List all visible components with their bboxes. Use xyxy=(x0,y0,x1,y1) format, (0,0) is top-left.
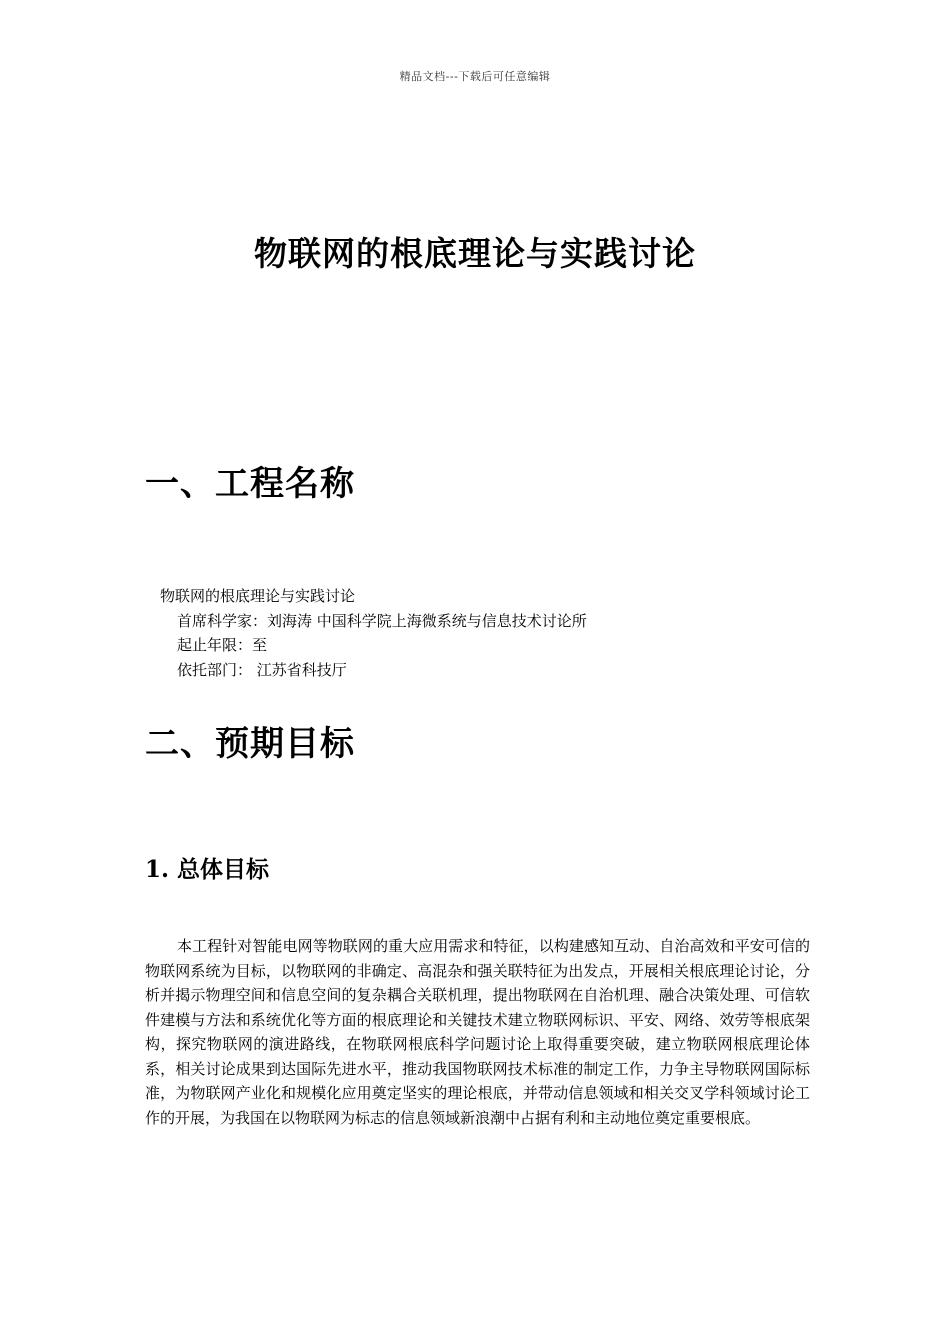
department-line: 依托部门： 江苏省科技厅 xyxy=(177,660,347,679)
period-line: 起止年限：至 xyxy=(177,636,268,654)
overall-goal-paragraph: 本工程针对智能电网等物联网的重大应用需求和特征，以构建感知互动、自治高效和平安可信的物联网系统为目标，以物联网的非确定、高混杂和强关联特征为出发点，开展相关根底理论讨论，分析并揭示物理空间和信息空间的复杂耦合关联机理，提出物联网在自治机理、融合决策处理、可信软件建模与方法和系统优化等方面的根底理论和关键技术建立物联网标识、平安、网络、效劳等根底架构，探究物联网的演进路线，在物联网根底科学问题讨论上取得重要突破，建立物联网根底理论体系，相关讨论成果到达国际先进水平，推动我国物联网技术标准的制定工作，力争主导物联网国际标准，为物联网产业化和规模化应用奠定坚实的理论根底，并带动信息领域和相关交叉学科领域讨论工作的开展，为我国在以物联网为标志的信息领域新浪潮中占据有利和主动地位奠定重要根底。 xyxy=(145,937,810,1127)
chief-scientist-line: 首席科学家：刘海涛 中国科学院上海微系统与信息技术讨论所 xyxy=(177,611,587,630)
project-info-block xyxy=(160,584,587,682)
header-note: 精品文档---下载后可任意编辑 xyxy=(399,70,551,83)
document-title: 物联网的根底理论与实践讨论 xyxy=(254,234,696,273)
project-name-line: 物联网的根底理论与实践讨论 xyxy=(160,587,356,605)
section-heading-project-name: 一、工程名称 xyxy=(145,464,355,504)
section-heading-expected-goals: 二、预期目标 xyxy=(145,724,355,764)
subheading-overall-goal: 1. 总体目标 xyxy=(145,856,270,883)
